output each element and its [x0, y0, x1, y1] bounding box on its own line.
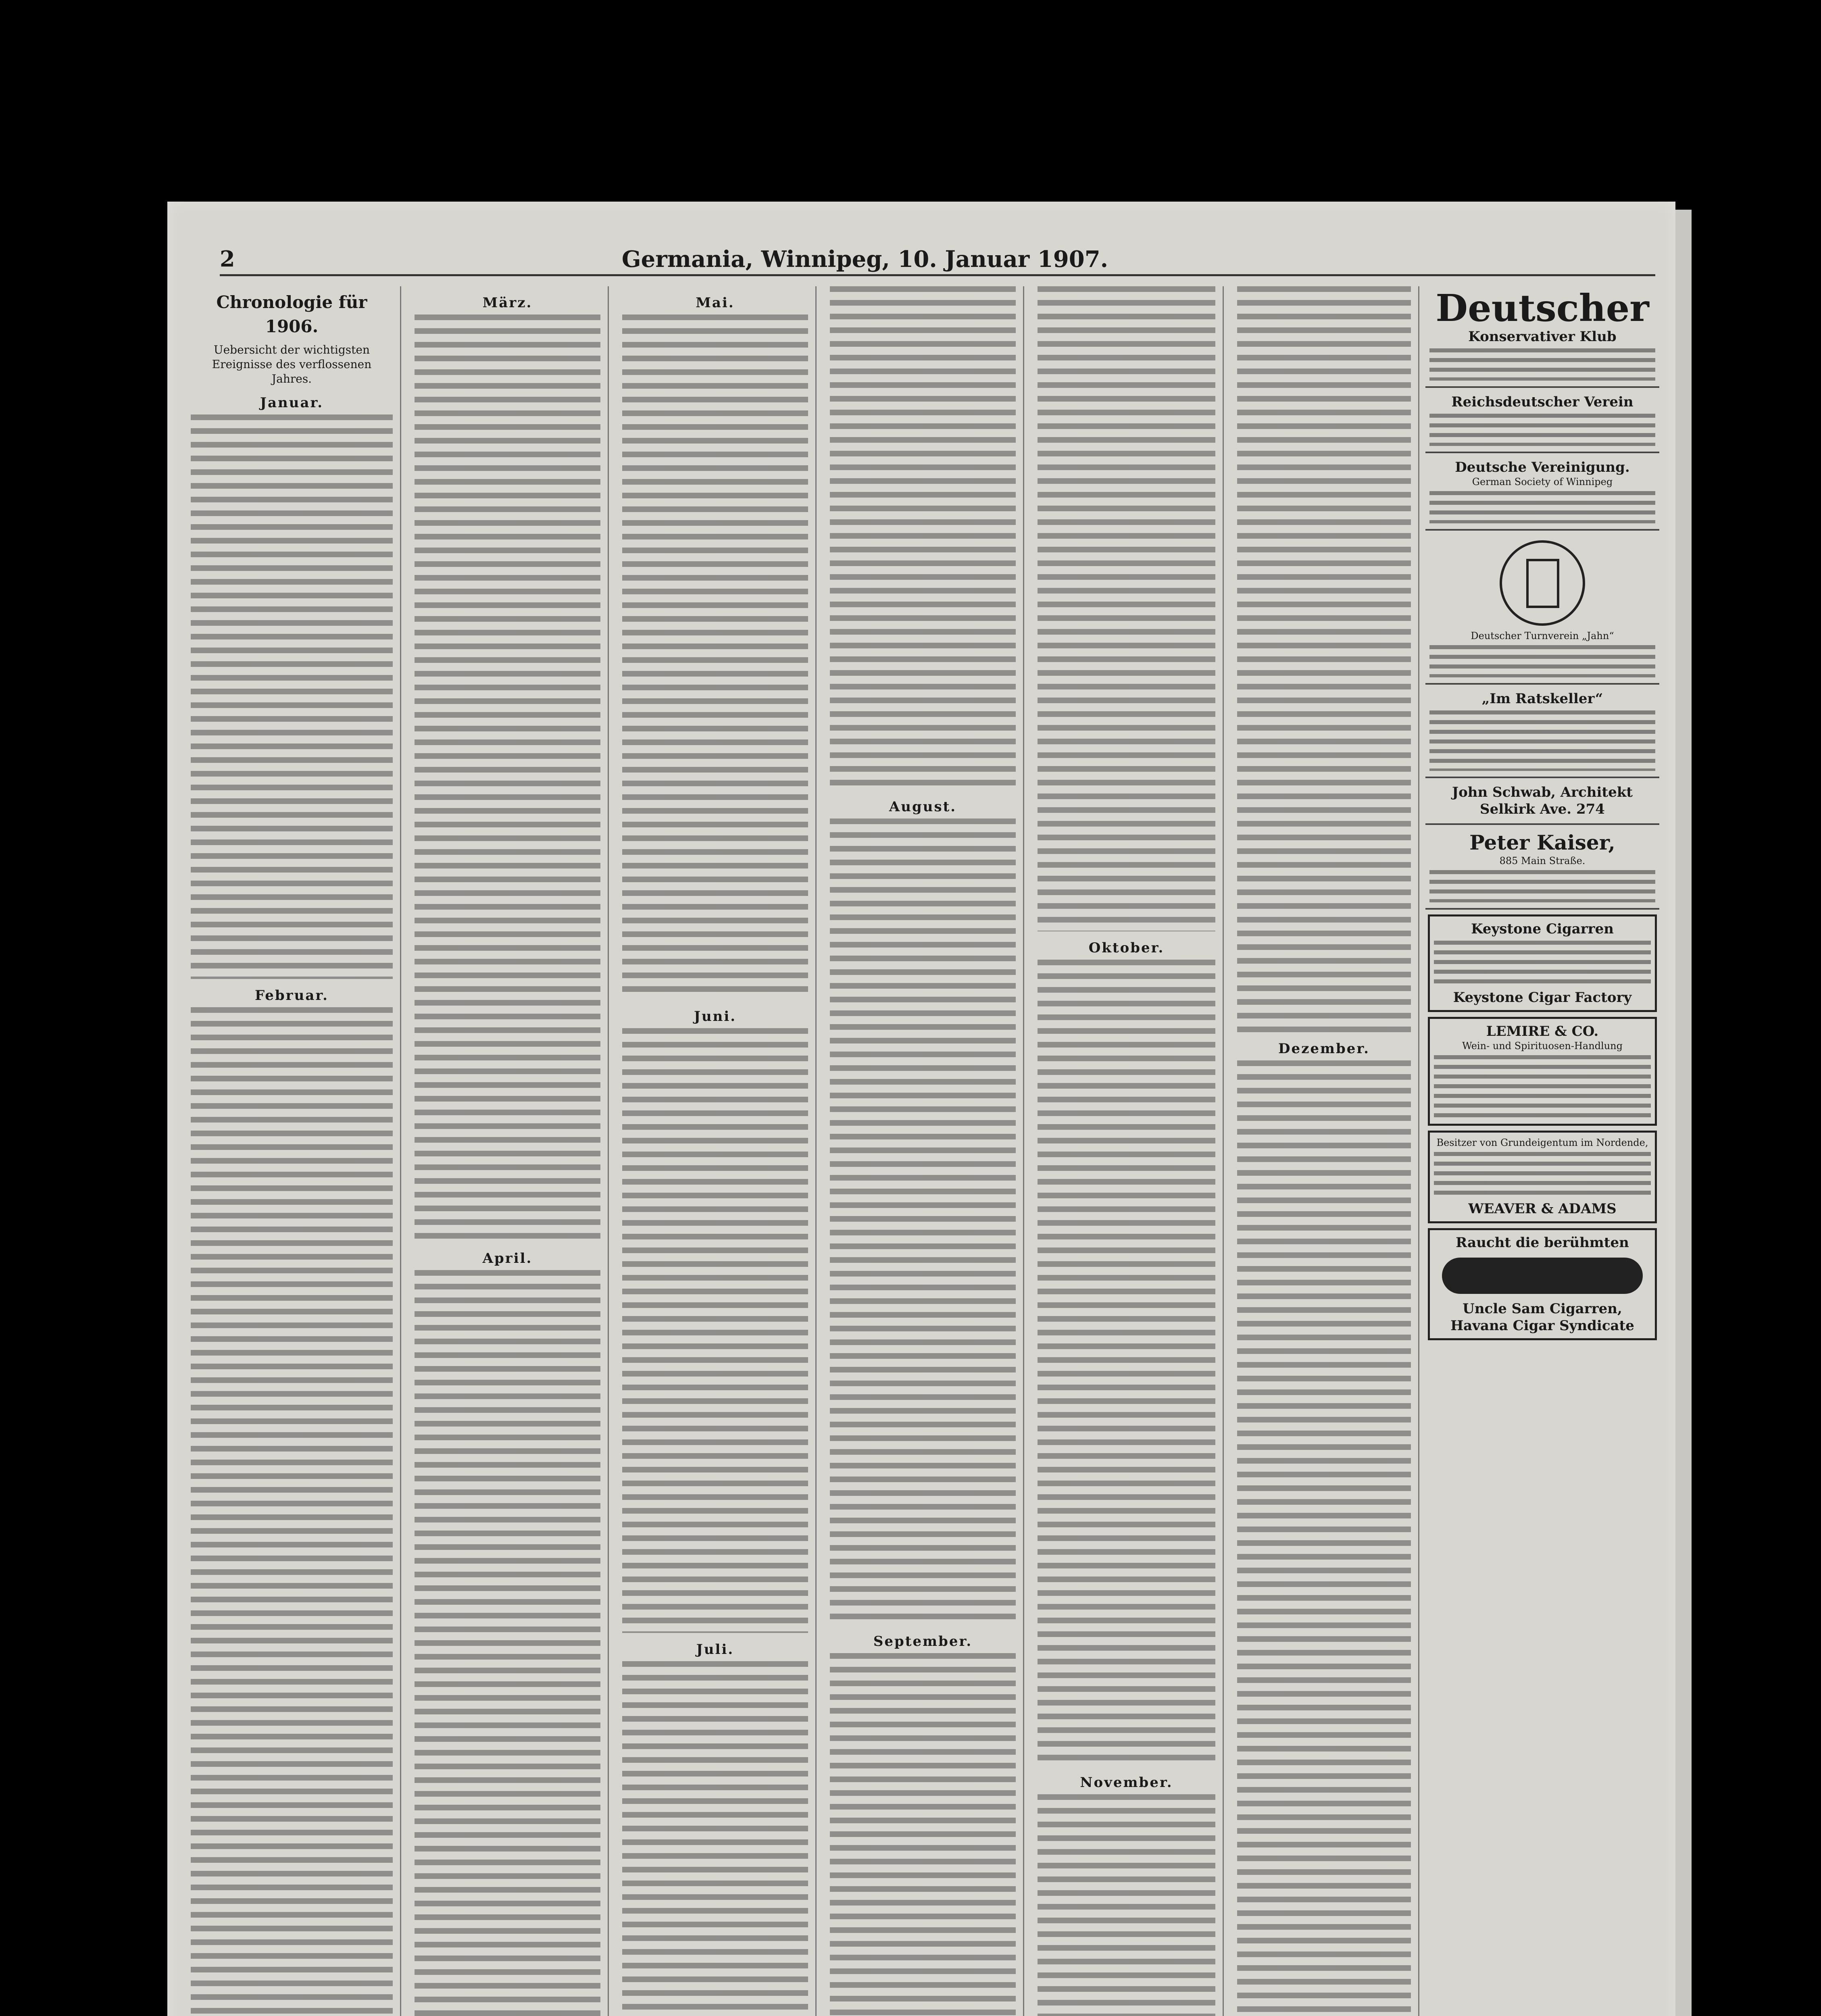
ad-text [1429, 414, 1655, 446]
ad-lemire [1428, 1017, 1657, 1126]
ad-title: Peter Kaiser, [1469, 831, 1615, 854]
article-text [1038, 1794, 1215, 2016]
ad-weaver-adams [1428, 1131, 1657, 1223]
article-text [830, 286, 1016, 790]
ad-reichsdeutscher-verein [1425, 388, 1659, 453]
month-heading: November. [1080, 1774, 1173, 1791]
article-text [191, 1007, 393, 2016]
chronology-subtitle: Uebersicht der wichtigsten Ereignisse des verflossenen Jahres. [212, 343, 372, 385]
month-heading: März. [482, 295, 533, 311]
article-text [622, 1661, 808, 2016]
cigar-icon [1442, 1258, 1643, 1294]
article-text [1038, 960, 1215, 1766]
ad-title: LEMIRE & CO. [1486, 1023, 1599, 1039]
ad-text [1429, 491, 1655, 523]
article-text [415, 1270, 600, 2016]
article-text [622, 314, 808, 1000]
article-text [191, 414, 393, 979]
column-4 [823, 286, 1024, 2016]
month-heading: Januar. [260, 395, 324, 411]
chronology-title: Chronologie für 1906. [216, 292, 367, 336]
ad-konservativer-klub [1425, 282, 1659, 388]
ad-factory: Keystone Cigar Factory [1453, 989, 1632, 1006]
ad-text [1429, 348, 1655, 381]
column-5 [1030, 286, 1224, 2016]
column-6 [1230, 286, 1419, 2016]
newspaper-page [167, 202, 1675, 2016]
column-3 [615, 286, 817, 2016]
column-1 [183, 286, 401, 2016]
ad-text [1429, 870, 1655, 902]
article-text [622, 1028, 808, 1633]
ad-title: „Im Ratskeller“ [1481, 691, 1603, 707]
article-text [830, 1653, 1016, 2016]
turnverein-emblem-icon [1500, 540, 1585, 626]
masthead-title: Germania, Winnipeg, 10. Januar 1907. [621, 246, 1108, 273]
ad-john-schwab [1425, 778, 1659, 825]
ad-title: Deutscher Turnverein „Jahn“ [1471, 630, 1614, 641]
ad-address: 885 Main Straße. [1499, 855, 1586, 866]
article-text [830, 818, 1016, 1625]
ad-uncle-sam-cigarren [1428, 1228, 1657, 1340]
ad-turnverein [1425, 531, 1659, 685]
month-heading: Dezember. [1278, 1041, 1370, 1057]
month-heading: Mai. [696, 295, 735, 311]
ad-peter-kaiser [1425, 825, 1659, 910]
ad-keystone-cigarren [1428, 914, 1657, 1012]
month-heading: April. [482, 1250, 533, 1266]
month-heading: Oktober. [1088, 940, 1165, 956]
month-heading: August. [889, 799, 957, 815]
page-number: 2 [220, 246, 235, 272]
month-heading: Februar. [255, 987, 329, 1004]
ad-company: Havana Cigar Syndicate [1450, 1318, 1634, 1334]
ad-title: Keystone Cigarren [1471, 921, 1614, 937]
next-page-edge [1675, 210, 1692, 2016]
ad-ratskeller [1425, 685, 1659, 778]
ad-deutsche-vereinigung [1425, 453, 1659, 531]
ad-title: John Schwab, Architekt [1452, 784, 1633, 800]
ad-subtitle: Wein- und Spirituosen-Handlung [1462, 1040, 1623, 1052]
article-text [1237, 286, 1411, 1032]
ad-title: Uncle Sam Cigarren, [1463, 1301, 1622, 1317]
ad-subtitle: Konservativer Klub [1468, 329, 1617, 345]
article-text [1237, 1060, 1411, 2016]
ad-title: Deutsche Vereinigung. [1455, 459, 1630, 475]
ad-text [1429, 710, 1655, 771]
ad-text [1434, 1152, 1651, 1200]
month-heading: September. [873, 1633, 973, 1649]
month-heading: Juli. [696, 1641, 734, 1658]
article-text [415, 314, 600, 1242]
ad-headline: Besitzer von Grundeigentum im Nordende, [1436, 1137, 1648, 1148]
ad-address: Selkirk Ave. 274 [1480, 801, 1605, 817]
month-heading: Juni. [694, 1008, 737, 1025]
ad-text [1434, 941, 1651, 989]
column-2 [407, 286, 609, 2016]
article-text [1038, 286, 1215, 931]
ad-title: Reichsdeutscher Verein [1451, 394, 1633, 410]
ad-title: WEAVER & ADAMS [1468, 1201, 1617, 1217]
ad-text [1429, 645, 1655, 677]
advertisement-column [1425, 282, 1659, 2016]
ad-headline: Raucht die berühmten [1456, 1235, 1629, 1251]
ad-subtitle: German Society of Winnipeg [1472, 476, 1613, 487]
ad-title: Deutscher [1436, 286, 1649, 330]
ad-text [1434, 1055, 1651, 1120]
masthead [220, 246, 1655, 276]
